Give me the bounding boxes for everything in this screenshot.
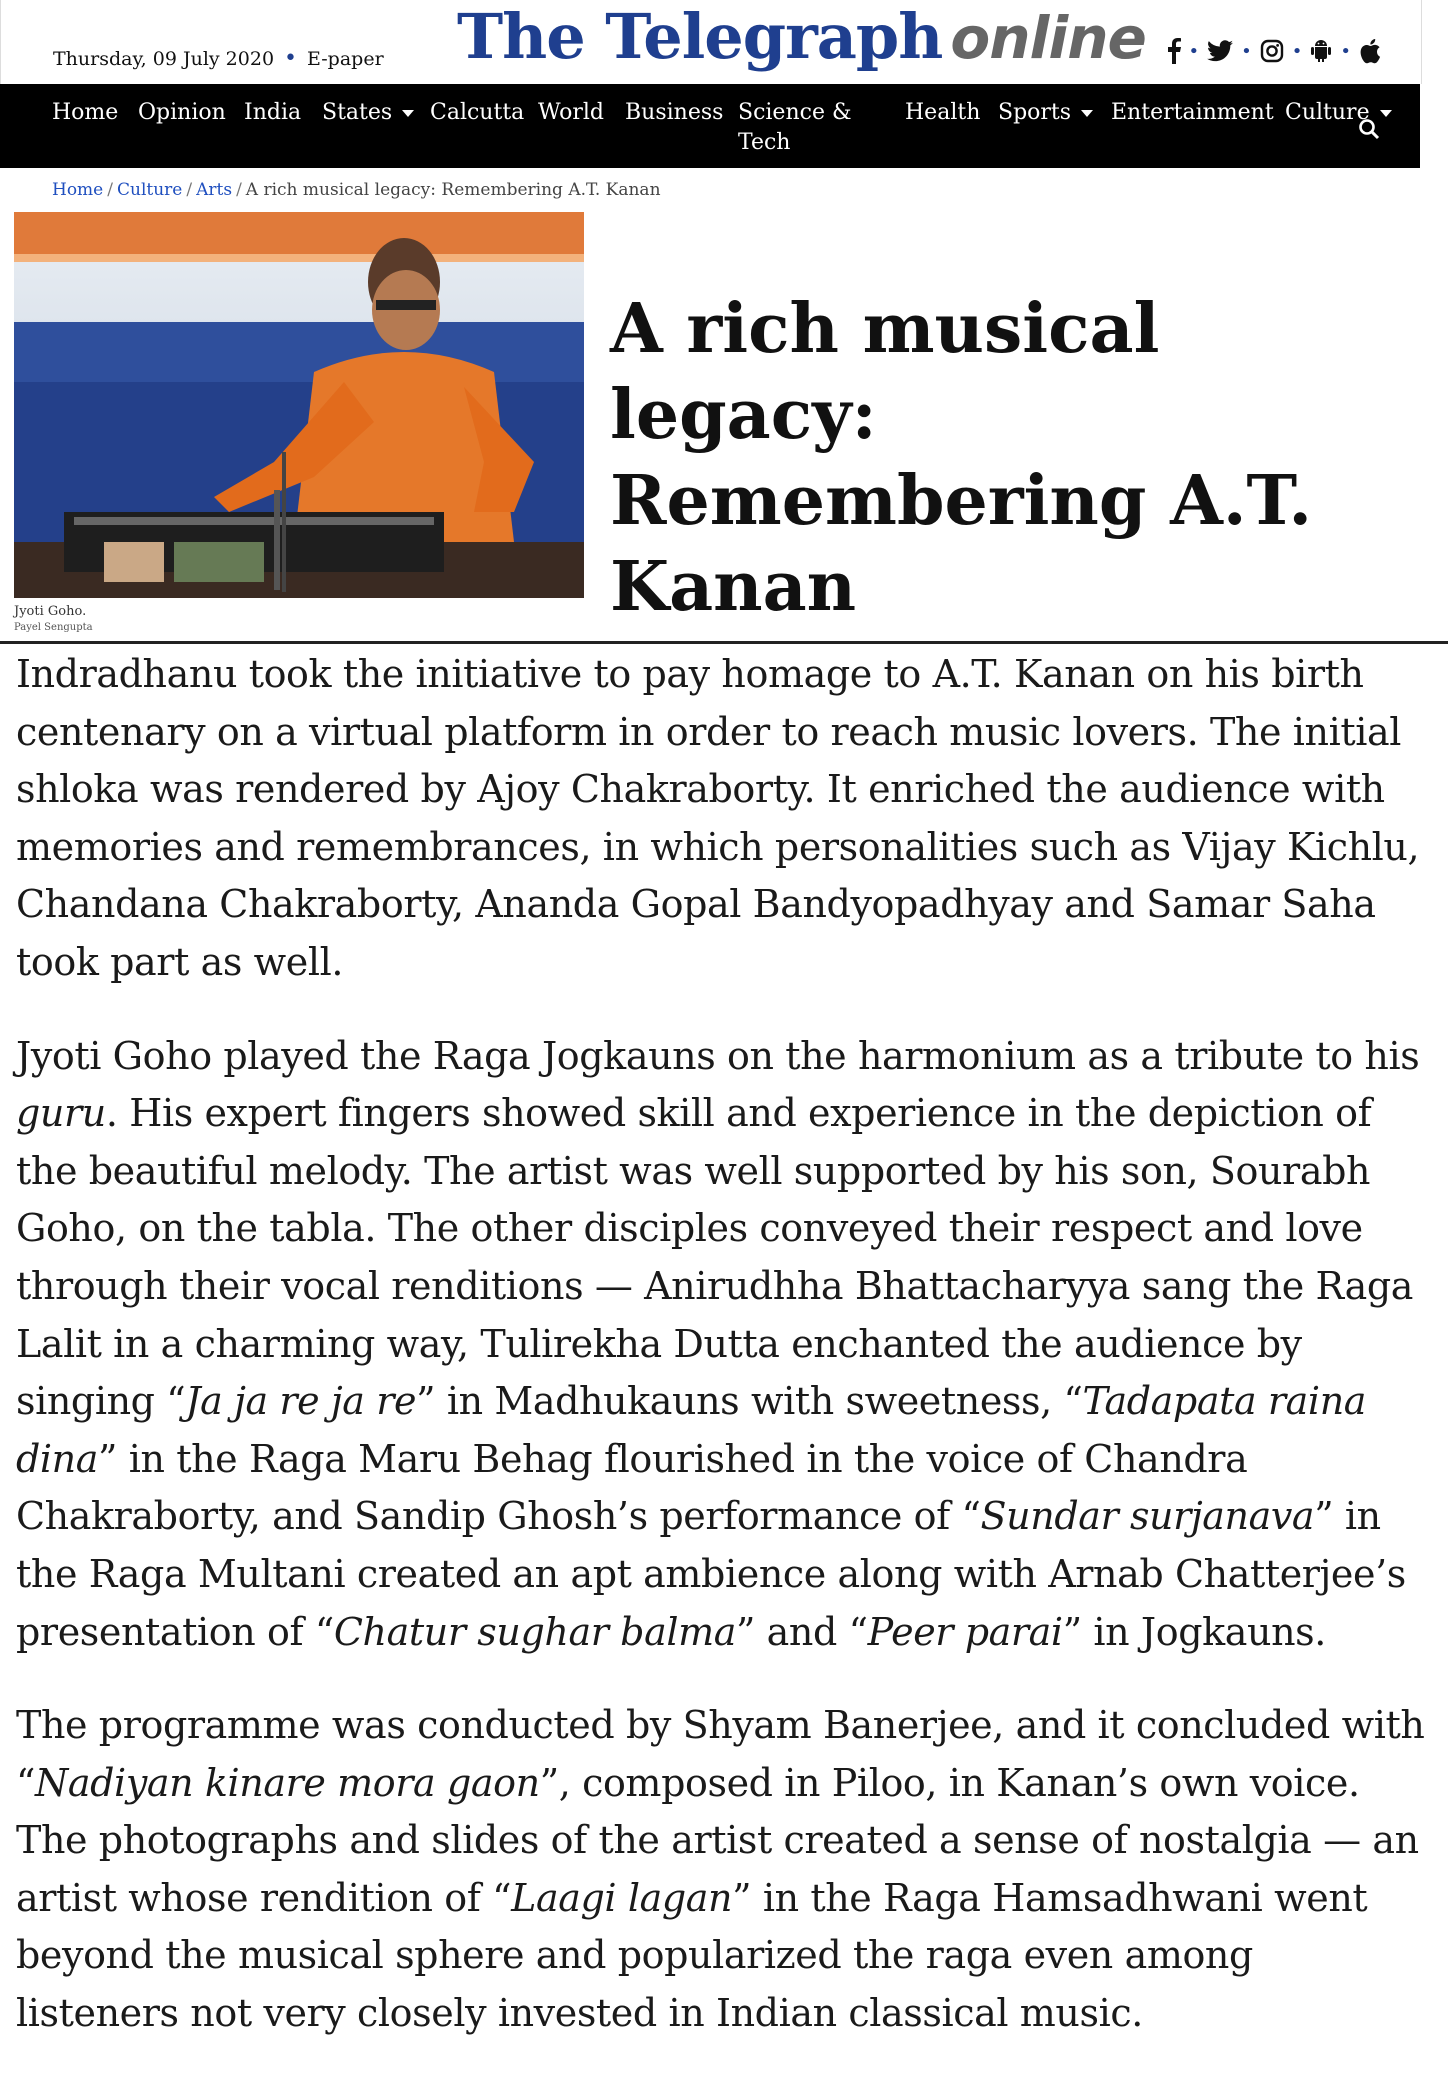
breadcrumb-separator: /: [107, 180, 113, 200]
song-title: Tadapata raina dina: [16, 1379, 1367, 1481]
logo-main: The Telegraph: [457, 0, 943, 73]
article-paragraph-1: Indradhanu took the initiative to pay homage to A.T. Kanan on his birth centenary on a virtual platform in order to reach music lovers. The initial shloka was rendered by Ajoy Chakraborty. It enriched the audience with memories and remembrances, in which personalities such as Vijay Kichlu, Chandana Chakraborty, Ananda Gopal Bandyopadhyay and Samar Saha took part as well.: [16, 652, 1420, 984]
breadcrumb-home[interactable]: Home: [52, 180, 104, 200]
song-title: Chatur sughar balma: [333, 1609, 736, 1654]
dateline: [53, 46, 384, 71]
separator-dot: •: [284, 46, 298, 71]
text-run: ” in Madhukauns with sweetness, “: [416, 1379, 1083, 1424]
song-title: Peer parai: [867, 1609, 1063, 1654]
article-paragraph-3: [16, 1697, 1426, 2043]
song-title: Nadiyan kinare mora gaon: [35, 1760, 540, 1805]
song-title: Ja ja re ja re: [185, 1379, 417, 1424]
chevron-down-icon: [1081, 110, 1093, 117]
divider: [0, 641, 1448, 644]
site-logo[interactable]: [457, 0, 1146, 73]
nav-health[interactable]: Health: [905, 100, 981, 125]
nav-opinion[interactable]: Opinion: [138, 100, 226, 125]
separator-dot: •: [1241, 40, 1252, 62]
site-header: [0, 0, 1422, 84]
breadcrumb-current: A rich musical legacy: Remembering A.T. Kanan: [245, 180, 661, 200]
instagram-icon[interactable]: [1260, 39, 1284, 63]
text-run: Jyoti Goho played the Raga Jogkauns on the harmonium as a tribute to his: [16, 1033, 1420, 1078]
breadcrumb-separator: /: [186, 180, 193, 200]
photo-credit: Payel Sengupta: [14, 622, 93, 633]
nav-entertainment[interactable]: Entertainment: [1111, 100, 1274, 125]
android-icon[interactable]: [1310, 39, 1332, 63]
chevron-down-icon: [1380, 110, 1392, 117]
text-run: ” in the Raga Multani created an apt ambience along with Arnab Chatterjee’s presentation of “: [16, 1494, 1406, 1654]
song-title: Sundar surjanava: [980, 1494, 1315, 1539]
facebook-icon[interactable]: [1167, 38, 1181, 64]
text-run: ” in the Raga Hamsadhwani went beyond the musical sphere and popularized the raga even among listeners not very closely invested in Indian classical music.: [16, 1875, 1368, 2036]
logo-online: online: [950, 4, 1146, 72]
main-nav: [0, 84, 1420, 168]
song-title: Laagi lagan: [511, 1875, 733, 1920]
separator-dot: •: [1291, 40, 1303, 62]
breadcrumb: [52, 180, 661, 200]
nav-sports[interactable]: [998, 98, 1093, 128]
nav-states-label: States: [322, 100, 393, 125]
separator-dot: •: [1188, 40, 1200, 62]
text-run: ” in Jogkauns.: [1062, 1609, 1326, 1654]
nav-business[interactable]: Business: [625, 100, 724, 125]
breadcrumb-arts[interactable]: Arts: [196, 180, 233, 200]
text-run: ” and “: [735, 1609, 868, 1654]
nav-world[interactable]: World: [538, 100, 604, 125]
twitter-icon[interactable]: [1207, 40, 1233, 62]
headline-line2: Remembering A.T. Kanan: [610, 461, 1313, 627]
nav-science-tech[interactable]: [738, 98, 852, 158]
chevron-down-icon: [402, 110, 414, 117]
article-headline: [610, 286, 1430, 630]
breadcrumb-separator: /: [236, 180, 242, 200]
photo-caption: Jyoti Goho.: [14, 604, 87, 619]
text-run: ”, composed in Piloo, in Kanan’s own voice. The photographs and slides of the artist created a sense of nostalgia — an artist whose rendition of “: [16, 1760, 1419, 1920]
nav-home[interactable]: Home: [52, 100, 119, 125]
italic-term: guru: [16, 1091, 106, 1136]
nav-india[interactable]: India: [244, 100, 302, 125]
nav-science-line2: Tech: [738, 130, 791, 155]
nav-calcutta[interactable]: Calcutta: [430, 100, 525, 125]
apple-icon[interactable]: [1359, 38, 1381, 64]
current-date: Thursday, 09 July 2020: [53, 48, 275, 70]
text-run: . His expert fingers showed skill and experience in the depiction of the beautiful melody. The artist was well supported by his son, Sourabh Goho, on the tabla. The other disciples conveyed their respect and love through their vocal renditions — Anirudhha Bhattacharyya sang the Raga Lalit in a charming way, Tulirekha Dutta enchanted the audience by singing “: [16, 1091, 1414, 1424]
breadcrumb-culture[interactable]: Culture: [116, 180, 183, 200]
search-icon[interactable]: [1358, 118, 1380, 144]
nav-states[interactable]: [322, 98, 414, 128]
headline-line1: A rich musical legacy:: [610, 289, 1160, 455]
social-links: [1167, 38, 1382, 64]
article-photo: [14, 212, 584, 598]
separator-dot: •: [1340, 40, 1351, 62]
nav-science-line1: Science &: [738, 100, 852, 125]
epaper-link[interactable]: E-paper: [307, 48, 384, 70]
text-run: The programme was conducted by Shyam Banerjee, and it concluded with “: [16, 1703, 1425, 1805]
article-body: [16, 646, 1426, 2079]
text-run: ” in the Raga Maru Behag flourished in the voice of Chandra Chakraborty, and Sandip Ghosh’s performance of “: [16, 1436, 1248, 1539]
article-paragraph-2: [16, 1028, 1426, 1662]
nav-sports-label: Sports: [998, 100, 1072, 125]
nav-culture-label: Culture: [1285, 100, 1370, 125]
